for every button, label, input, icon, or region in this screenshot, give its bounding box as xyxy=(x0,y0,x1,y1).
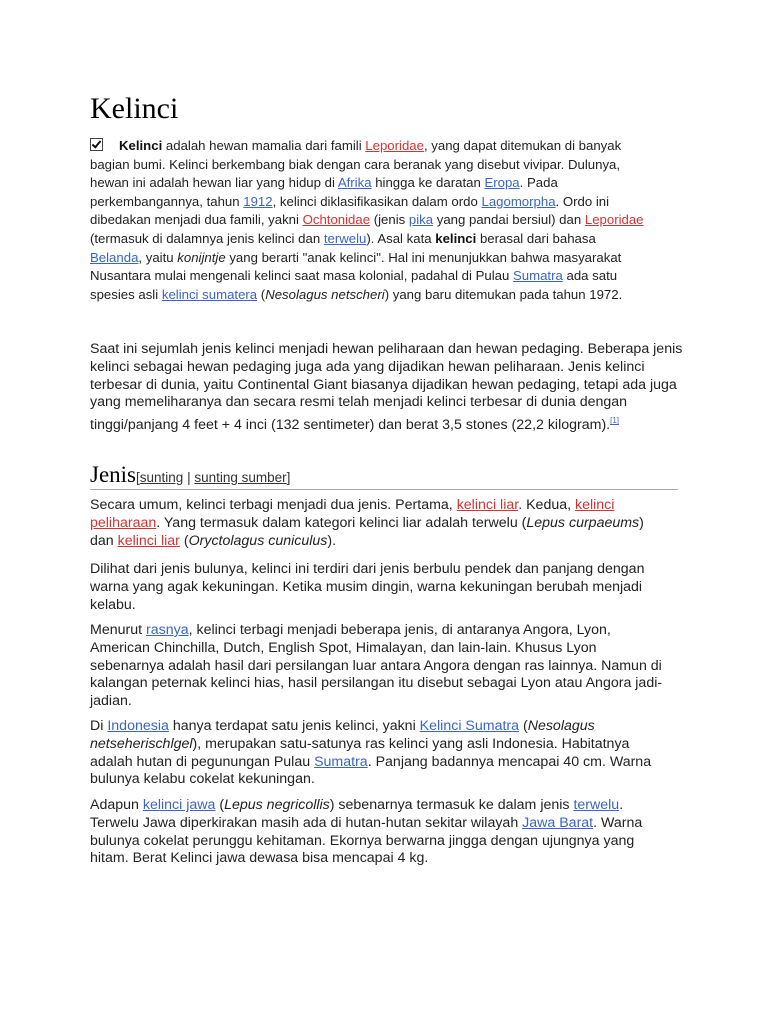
term-nesolagus-2: Nesolagus netseherischlgel xyxy=(90,718,595,752)
paragraph-text: ) dan xyxy=(90,514,644,549)
link-jawa-barat[interactable]: Jawa Barat xyxy=(522,814,594,831)
paragraph-breeds xyxy=(90,622,670,711)
edit-close-bracket: ] xyxy=(286,470,291,485)
edit-open-bracket: [ xyxy=(136,470,140,485)
intro-text: . Ordo ini dibedakan menjadi dua famili, yakni xyxy=(90,193,610,228)
link-1912[interactable]: 1912 xyxy=(243,193,273,209)
paragraph-text: ), merupakan satu-satunya ras kelinci yang asli Indonesia. Habitatnya adalah hutan di pegunungan Pulau xyxy=(90,735,630,770)
paragraph-text: . Terwelu Jawa diperkirakan masih ada di hutan-hutan sekitar wilayah xyxy=(90,797,624,831)
paragraph-text: Dilihat dari jenis bulunya, kelinci ini terdiri dari jenis berbulu pendek dan panjang dengan warna yang agak kekuningan. Ketika musim dingin, warna kekuningan berubah menjadi kelabu. xyxy=(90,561,645,613)
term-oryctolagus: Oryctolagus cuniculus xyxy=(188,532,328,549)
link-leporidae[interactable]: Leporidae xyxy=(365,138,424,153)
intro-text: yang pandai bersiul) dan xyxy=(433,212,585,228)
term-lepus-negricollis: Lepus negricollis xyxy=(224,797,330,813)
link-ras[interactable]: rasnya xyxy=(146,622,189,638)
paragraph-text: Di xyxy=(90,718,108,734)
link-pika[interactable]: pika xyxy=(408,212,434,228)
paragraph-text: . Yang termasuk dalam kategori kelinci liar adalah terwelu ( xyxy=(156,514,527,531)
paragraph-text: hanya terdapat satu jenis kelinci, yakni xyxy=(168,718,420,734)
paragraph-fur xyxy=(90,561,670,614)
edit-link[interactable]: sunting xyxy=(139,470,184,485)
intro-text: yang berarti "anak kelinci". Hal ini menunjukkan bahwa masyarakat Nusantara mulai mengenali kelinci saat masa kolonial, padahal di Pulau xyxy=(90,249,622,284)
intro-text: ada satu spesies asli xyxy=(90,268,618,302)
link-kelinci-liar-2[interactable]: kelinci liar xyxy=(117,532,180,549)
term-konijntje: konijntje xyxy=(177,249,226,265)
paragraph-text: ( xyxy=(179,532,189,549)
link-terwelu-2[interactable]: terwelu xyxy=(573,797,620,813)
link-sumatra-2[interactable]: Sumatra xyxy=(314,753,368,770)
intro-paragraph xyxy=(90,137,650,304)
section-heading-jenis xyxy=(90,461,678,490)
paragraph-text: ( xyxy=(215,797,225,813)
link-kelinci-sumatera[interactable]: kelinci sumatera xyxy=(161,286,258,302)
paragraph-text: Secara umum, kelinci terbagi menjadi dua jenis. Pertama, xyxy=(90,497,457,513)
paragraph-text: . Kedua, xyxy=(518,497,575,513)
link-indonesia[interactable]: Indonesia xyxy=(107,718,169,734)
term-lepus-curpaeums: Lepus curpaeums xyxy=(526,514,640,531)
term-kelinci-bold: kelinci xyxy=(435,230,477,246)
edit-separator: | xyxy=(183,470,195,485)
intro-text: . Pada perkembangannya, tahun xyxy=(90,175,558,209)
edit-source-link[interactable]: sunting sumber xyxy=(194,470,287,485)
paragraph-text: Saat ini sejumlah jenis kelinci menjadi hewan peliharaan dan hewan pedaging. Beberapa jenis kelinci sebagai hewan pedaging juga ada yang dijadikan hewan peliharaan. Jenis kelinci terbesar di dunia, yaitu Continental Giant biasanya dijadikan hewan pedaging, tetapi ada juga yang memeliharanya dan secara resmi telah menjadi kelinci terbesar di dunia dengan tinggi/panjang 4 feet + 4 inci (132 sentimeter) dan berat 3,5 stones (22,2 kilogram). xyxy=(90,341,683,434)
link-kelinci-jawa[interactable]: kelinci jawa xyxy=(142,797,216,813)
term-kelinci: Kelinci xyxy=(119,138,163,153)
intro-text: , yaitu xyxy=(138,249,178,265)
term-nesolagus: Nesolagus netscheri xyxy=(265,286,385,302)
section-title: Jenis xyxy=(90,462,136,487)
link-leporidae-2[interactable]: Leporidae xyxy=(584,212,644,228)
intro-text: (jenis xyxy=(370,212,409,228)
link-ochtonidae[interactable]: Ochtonidae xyxy=(302,212,371,228)
intro-text: adalah hewan mamalia dari famili xyxy=(162,138,366,153)
intro-text: ) yang baru ditemukan pada tahun 1972. xyxy=(384,286,623,302)
link-afrika[interactable]: Afrika xyxy=(337,175,372,191)
link-kelinci-liar[interactable]: kelinci liar xyxy=(456,497,519,513)
intro-text: , yang dapat ditemukan di banyak bagian bumi. Kelinci berkembang biak dengan cara beranak yang disebut vivipar. Dulunya, hewan ini adalah hewan liar yang hidup di xyxy=(90,138,622,191)
link-kelinci-peliharaan[interactable]: kelinci peliharaan xyxy=(90,497,615,531)
paragraph-pets xyxy=(90,341,686,435)
paragraph-text: ) sebenarnya termasuk ke dalam jenis xyxy=(329,797,574,813)
link-sumatra[interactable]: Sumatra xyxy=(512,268,563,284)
paragraph-text: Adapun xyxy=(90,797,143,813)
paragraph-text: . Warna bulunya cokelat perunggu kehitaman. Ekornya berwarna jingga dengan ujungnya yang hitam. Berat Kelinci jawa dewasa bisa mencapai 4 kg. xyxy=(90,814,643,867)
intro-text: ). Asal kata xyxy=(366,230,436,246)
paragraph-text: . Panjang badannya mencapai 40 cm. Warna bulunya kelabu cokelat kekuningan. xyxy=(90,753,652,788)
broken-image-icon xyxy=(90,138,103,151)
link-lagomorpha[interactable]: Lagomorpha xyxy=(481,193,556,209)
paragraph-java xyxy=(90,797,670,868)
intro-text: , kelinci diklasifikasikan dalam ordo xyxy=(272,193,482,209)
paragraph-types xyxy=(90,497,670,550)
link-eropa[interactable]: Eropa xyxy=(484,175,520,191)
page-title: Kelinci xyxy=(90,92,179,125)
reference-link[interactable]: [1] xyxy=(610,416,620,426)
paragraph-text: ( xyxy=(519,718,528,734)
paragraph-text: , kelinci terbagi menjadi beberapa jenis, di antaranya Angora, Lyon, American Chinchilla, Dutch, English Spot, Himalayan, dan lain-lain. Khusus Lyon sebenarnya adalah hasil dari persilangan luar antara Angora dengan ras lainnya. Namun di kalangan peternak kelinci hias, hasil persilangan itu disebut sebagai Lyon atau Angora jadi-jadian. xyxy=(90,622,663,710)
link-kelinci-sumatra[interactable]: Kelinci Sumatra xyxy=(419,718,520,734)
link-terwelu[interactable]: terwelu xyxy=(323,230,367,246)
intro-text: (termasuk di dalamnya jenis kelinci dan xyxy=(90,230,324,246)
paragraph-indonesia xyxy=(90,718,670,789)
paragraph-text: Menurut xyxy=(90,622,146,638)
intro-text: berasal dari bahasa xyxy=(476,230,596,246)
intro-text: hingga ke daratan xyxy=(371,175,485,191)
intro-text: ( xyxy=(257,286,266,302)
link-belanda[interactable]: Belanda xyxy=(90,249,139,265)
paragraph-text: ). xyxy=(327,532,337,549)
